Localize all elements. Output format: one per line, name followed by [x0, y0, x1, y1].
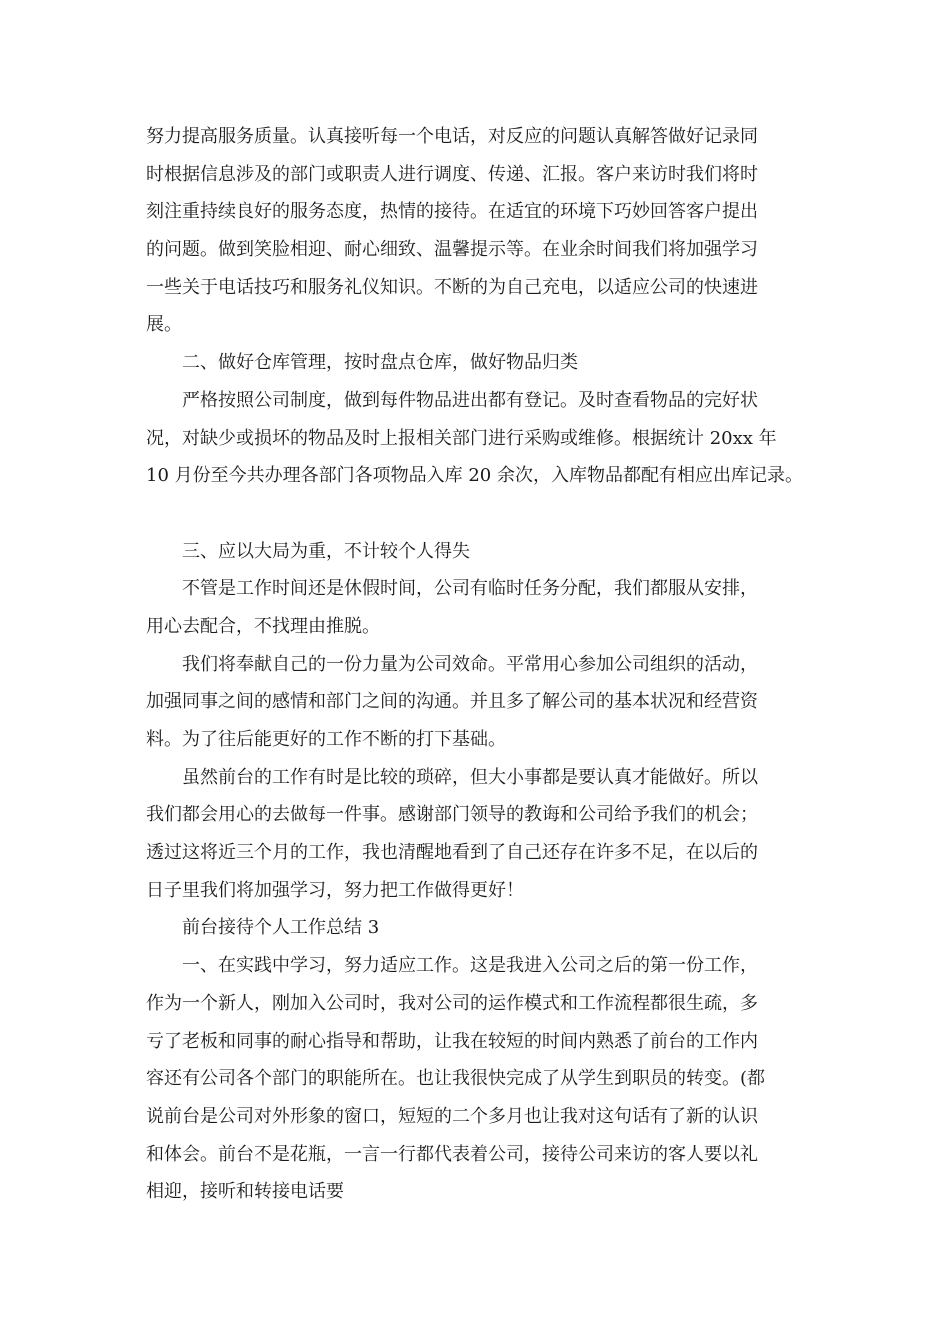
text-line: 说前台是公司对外形象的窗口，短短的二个多月也让我对这句话有了新的认识 — [146, 1105, 758, 1127]
text-line: 容还有公司各个部门的职能所在。也让我很快完成了从学生到职员的转变。(都 — [146, 1068, 766, 1090]
text-line: 一些关于电话技巧和服务礼仪知识。不断的为自己充电，以适应公司的快速进 — [146, 276, 758, 298]
text-line: 透过这将近三个月的工作，我也清醒地看到了自己还存在许多不足，在以后的 — [146, 842, 758, 864]
section-heading: 三、应以大局为重，不计较个人得失 — [182, 540, 470, 562]
text-line: 的问题。做到笑脸相迎、耐心细致、温馨提示等。在业余时间我们将加强学习 — [146, 239, 758, 261]
text-line: 亏了老板和同事的耐心指导和帮助，让我在较短的时间内熟悉了前台的工作内 — [146, 1030, 758, 1052]
text-line: 料。为了往后能更好的工作不断的打下基础。 — [146, 729, 506, 750]
text-line: 日子里我们将加强学习，努力把工作做得更好！ — [146, 879, 524, 901]
text-line: 展。 — [146, 314, 182, 336]
text-line: 作为一个新人，刚加入公司时，我对公司的运作模式和工作流程都很生疏，多 — [146, 992, 758, 1014]
text-line: 加强同事之间的感情和部门之间的沟通。并且多了解公司的基本状况和经营资 — [146, 691, 758, 713]
text-line: 不管是工作时间还是休假时间，公司有临时任务分配，我们都服从安排， — [182, 578, 758, 600]
text-line: 刻注重持续良好的服务态度，热情的接待。在适宜的环境下巧妙回答客户提出 — [146, 201, 758, 223]
text-line: 时根据信息涉及的部门或职责人进行调度、传递、汇报。客户来访时我们将时 — [146, 163, 758, 185]
text-line: 相迎，接听和转接电话要 — [146, 1181, 344, 1203]
text-line: 我们将奉献自己的一份力量为公司效命。平常用心参加公司组织的活动， — [182, 653, 758, 675]
document-body — [146, 118, 826, 1211]
text-line: 用心去配合，不找理由推脱。 — [146, 615, 380, 637]
section-title: 前台接待个人工作总结 3 — [182, 917, 380, 939]
blank-line — [146, 495, 826, 533]
text-line: 况，对缺少或损坏的物品及时上报相关部门进行采购或维修。根据统计 20xx 年 — [146, 427, 777, 449]
text-line: 一、在实践中学习，努力适应工作。这是我进入公司之后的第一份工作， — [182, 955, 758, 977]
text-line: 和体会。前台不是花瓶，一言一行都代表着公司，接待公司来访的客人要以礼 — [146, 1143, 758, 1165]
text-line: 努力提高服务质量。认真接听每一个电话，对反应的问题认真解答做好记录同 — [146, 126, 758, 147]
text-line: 严格按照公司制度，做到每件物品进出都有登记。及时查看物品的完好状 — [182, 389, 758, 411]
text-line: 10 月份至今共办理各部门各项物品入库 20 余次，入库物品都配有相应出库记录。 — [146, 465, 803, 487]
text-line: 我们都会用心的去做每一件事。感谢部门领导的教诲和公司给予我们的机会； — [146, 804, 758, 826]
section-heading: 二、做好仓库管理，按时盘点仓库，做好物品归类 — [182, 352, 578, 374]
text-line: 虽然前台的工作有时是比较的琐碎，但大小事都是要认真才能做好。所以 — [182, 766, 758, 788]
